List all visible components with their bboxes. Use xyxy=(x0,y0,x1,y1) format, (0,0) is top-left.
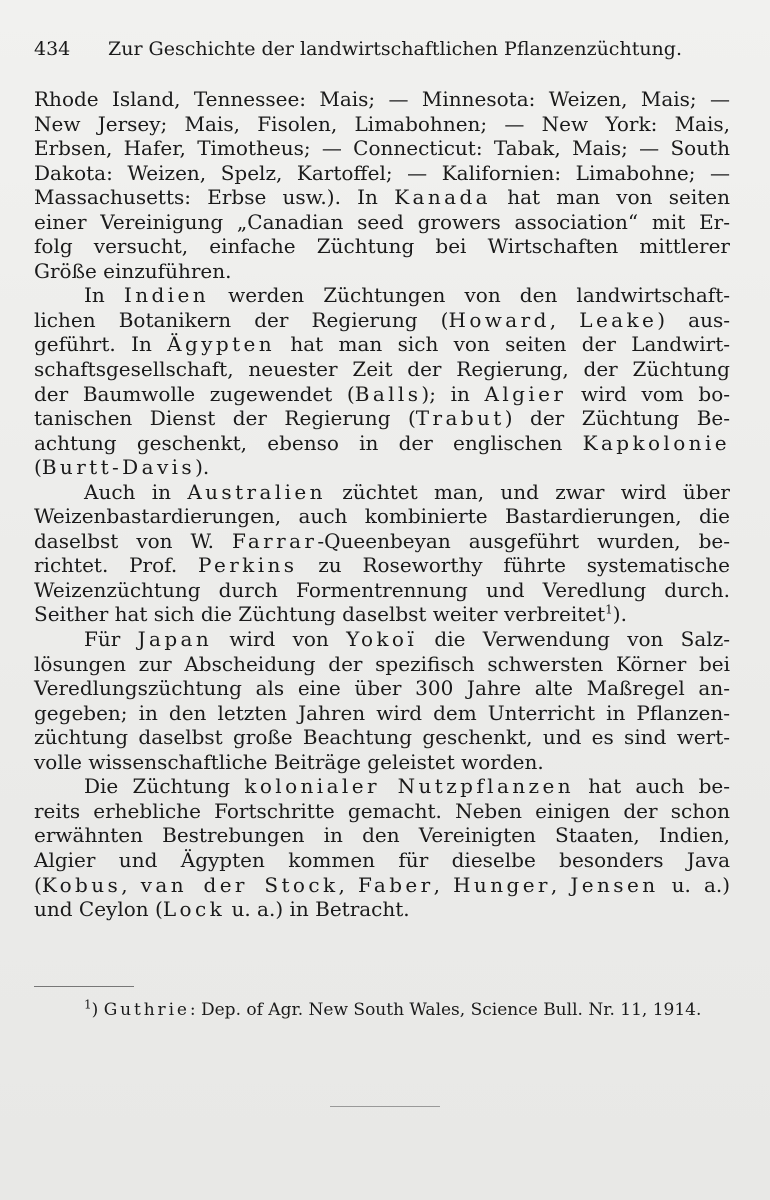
text-line: Dakota: Weizen, Spelz, Kartoffel; — Kalifornien: Limabohne; — xyxy=(34,160,730,185)
spaced-name: Kobus xyxy=(41,872,122,897)
text-line: Veredlungszüchtung als eine über 300 Jahre alte Maßregel an- xyxy=(34,676,730,701)
text-line: geführt. In Ägypten hat man sich von seiten der Landwirt- xyxy=(34,332,730,357)
footnote-marker: 1 xyxy=(84,997,92,1012)
text-line: erwähnten Bestrebungen in den Vereinigten Staaten, Indien, xyxy=(34,823,730,848)
text-line: richtet. Prof. Perkins zu Roseworthy führte systematische xyxy=(34,553,730,578)
running-title: Zur Geschichte der landwirtschaftlichen Pflanzenzüchtung. xyxy=(108,38,682,60)
spaced-name: Australien xyxy=(187,479,326,504)
text-line: Massachusetts: Erbse usw.). In Kanada hat man von seiten xyxy=(34,185,730,210)
spaced-name: Japan xyxy=(137,627,213,652)
footnote: $^1$) Guthrie: Dep. of Agr. New South Wales, Science Bull. Nr. 11, 1914. xyxy=(84,997,702,1020)
text-line: Auch in Australien züchtet man, und zwar wird über xyxy=(84,479,730,504)
text-line: lösungen zur Abscheidung der spezifisch schwersten Körner bei xyxy=(34,651,730,676)
spaced-name: Howard xyxy=(448,307,550,332)
text-line: lichen Botanikern der Regierung (Howard, Leake) aus- xyxy=(34,307,731,332)
footnote-author: Guthrie xyxy=(103,1000,190,1020)
text-line: Rhode Island, Tennessee: Mais; — Minnesota: Weizen, Mais; — xyxy=(34,87,730,111)
body-text xyxy=(34,87,730,922)
page-number: 434 xyxy=(34,38,71,60)
spaced-name: Kanada xyxy=(394,185,491,210)
text-line: Die Züchtung kolonialer Nutzpflanzen hat auch be- xyxy=(84,774,731,799)
footnote-ref: 1 xyxy=(605,602,613,617)
text-line: folg versucht, einfache Züchtung bei Wirtschaften mittlerer xyxy=(34,234,730,259)
text-line: achtung geschenkt, ebenso in der englischen Kapkolonie xyxy=(34,430,730,455)
spaced-name: Balls xyxy=(354,381,422,406)
spaced-name: Hunger xyxy=(453,872,551,897)
spaced-name: Ägypten xyxy=(167,332,276,357)
spaced-name: Trabut xyxy=(415,406,505,431)
spaced-name: Faber xyxy=(357,872,434,897)
text-line: Für Japan wird von Yokoï die Verwendung von Salz- xyxy=(84,627,730,652)
text-line: züchtung daselbst große Beachtung geschenkt, und es sind wert- xyxy=(34,725,730,750)
text-line: einer Vereinigung „Canadian seed growers association“ mit Er- xyxy=(34,209,730,234)
text-line: New Jersey; Mais, Fisolen, Limabohnen; — New York: Mais, xyxy=(34,111,730,136)
text-line: Weizenbastardierungen, auch kombinierte Bastardierungen, die xyxy=(34,504,730,529)
spaced-name: Leake xyxy=(579,307,658,332)
text-line: Algier und Ägypten kommen für dieselbe besonders Java xyxy=(34,847,730,872)
footnote-text: : Dep. of Agr. New South Wales, Science Bull. Nr. 11, 1914. xyxy=(189,1000,702,1020)
spaced-name: Perkins xyxy=(198,553,298,578)
text-line: Seither hat sich die Züchtung daselbst weiter verbreitet$^1$). xyxy=(34,602,627,627)
spaced-name: Indien xyxy=(123,283,209,308)
text-line: volle wissenschaftliche Beiträge geleistet worden. xyxy=(34,749,544,774)
text-line: Größe einzuführen. xyxy=(34,258,232,283)
text-line: (Burtt-Davis). xyxy=(34,455,210,480)
text-line: der Baumwolle zugewendet (Balls); in Algier wird vom bo- xyxy=(34,381,730,406)
text-line: und Ceylon (Lock u. a.) in Betracht. xyxy=(34,897,410,922)
text-line: (Kobus, van der Stock, Faber, Hunger, Jensen u. a.) xyxy=(34,872,731,897)
spaced-name: van der Stock xyxy=(140,872,339,897)
text-line: Erbsen, Hafer, Timotheus; — Connecticut: Tabak, Mais; — South xyxy=(34,136,730,161)
text-line: gegeben; in den letzten Jahren wird dem Unterricht in Pflanzen- xyxy=(34,700,730,725)
spaced-name: kolonialer Nutzpflanzen xyxy=(244,774,575,799)
spaced-name: Lock xyxy=(162,897,226,922)
spaced-name: Yokoï xyxy=(346,627,418,652)
text-line: In Indien werden Züchtungen von den landwirtschaft- xyxy=(84,283,731,308)
spaced-name: Algier xyxy=(484,381,567,406)
text-line: tanischen Dienst der Regierung (Trabut) der Züchtung Be- xyxy=(34,406,730,431)
spaced-name: Jensen xyxy=(570,872,659,897)
text-line: Weizenzüchtung durch Formentrennung und Veredlung durch. xyxy=(34,577,730,602)
footnote-divider xyxy=(34,986,134,987)
spaced-name: Burtt-Davis xyxy=(41,455,196,480)
text-line: reits erhebliche Fortschritte gemacht. Neben einigen der schon xyxy=(34,798,730,823)
spaced-name: Farrar xyxy=(231,528,318,553)
running-header xyxy=(34,38,734,60)
spaced-name: Kapkolonie xyxy=(582,430,730,455)
text-line: daselbst von W. Farrar-Queenbeyan ausgeführt wurden, be- xyxy=(34,528,730,553)
page-end-divider xyxy=(330,1106,440,1107)
text-line: schaftsgesellschaft, neuester Zeit der Regierung, der Züchtung xyxy=(34,357,730,382)
